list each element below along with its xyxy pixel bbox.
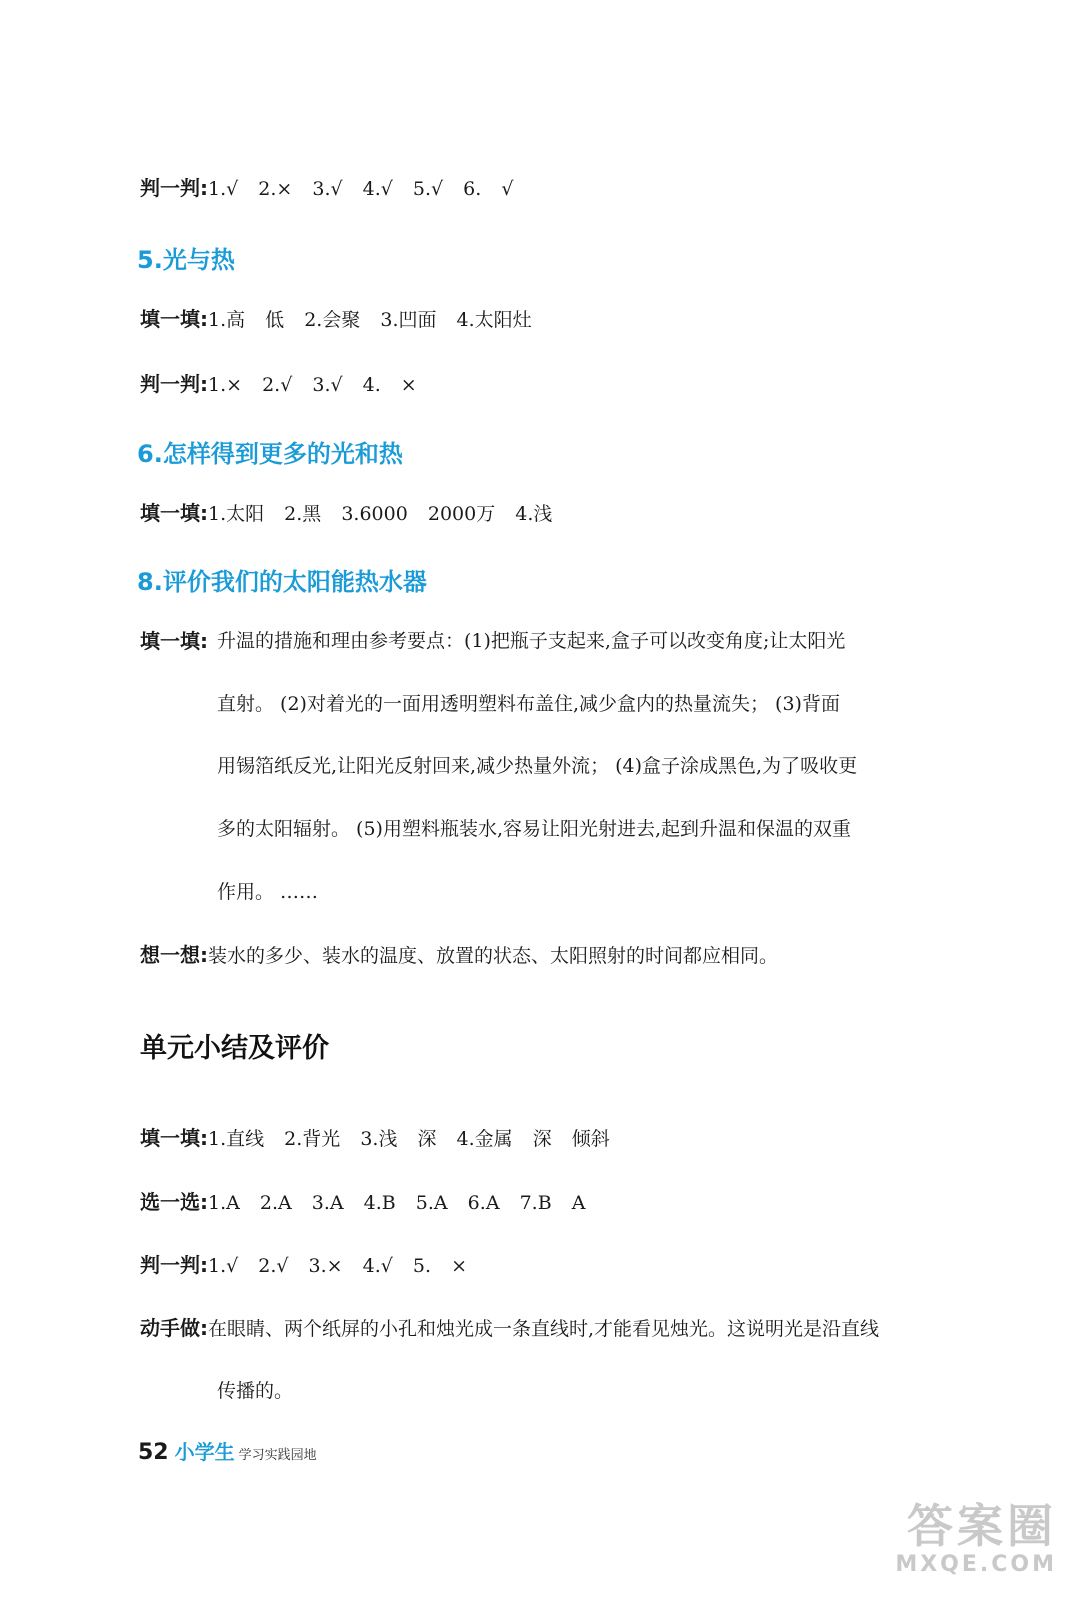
watermark-top: 答案圈	[907, 1499, 1057, 1553]
unit-do-line-2: 传播的。	[217, 1380, 294, 1402]
watermark	[857, 1500, 1057, 1590]
s8-fill-line-3: 用锡箔纸反光,让阳光反射回来,减少热量外流； (4)盒子涂成黑色,为了吸收更	[217, 755, 858, 777]
s6-fill-label: 填一填:	[140, 501, 208, 525]
unit-summary-title: 单元小结及评价	[140, 1033, 329, 1064]
unit-judge-answers: 1.√ 2.√ 3.× 4.√ 5. ×	[208, 1255, 467, 1277]
s4-judge-label: 判一判:	[140, 176, 208, 200]
unit-fill-answers: 1.直线 2.背光 3.浅 深 4.金属 深 倾斜	[208, 1128, 610, 1150]
s8-think-text: 装水的多少、装水的温度、放置的状态、太阳照射的时间都应相同。	[208, 945, 779, 967]
s5-fill-row	[140, 303, 532, 332]
unit-do-row	[140, 1312, 879, 1341]
section-title-8: 8.评价我们的太阳能热水器	[137, 568, 427, 596]
s8-fill-line-2: 直射。 (2)对着光的一面用透明塑料布盖住,减少盒内的热量流失； (3)背面	[217, 693, 840, 715]
s8-fill-line-5: 作用。 ……	[217, 881, 319, 903]
s8-fill-label-row	[140, 625, 208, 654]
unit-judge-row	[140, 1249, 467, 1278]
s4-judge-answers: 1.√ 2.× 3.√ 4.√ 5.√ 6. √	[208, 178, 514, 200]
unit-fill-row	[140, 1122, 610, 1151]
s8-think-label: 想一想:	[140, 943, 208, 967]
page-number: 52	[138, 1440, 169, 1465]
unit-choose-row	[140, 1186, 585, 1215]
s8-fill-line-4: 多的太阳辐射。 (5)用塑料瓶装水,容易让阳光射进去,起到升温和保温的双重	[217, 818, 852, 840]
unit-do-line-1: 在眼睛、两个纸屏的小孔和烛光成一条直线时,才能看见烛光。这说明光是沿直线	[208, 1318, 880, 1340]
brand-name: 小学生	[174, 1440, 235, 1464]
s5-judge-row	[140, 368, 417, 397]
unit-fill-label: 填一填:	[140, 1126, 208, 1150]
unit-choose-answers: 1.A 2.A 3.A 4.B 5.A 6.A 7.B A	[208, 1192, 586, 1214]
s6-fill-row	[140, 497, 552, 526]
brand-subtitle: 学习实践园地	[238, 1448, 317, 1463]
s5-fill-answers: 1.高 低 2.会聚 3.凹面 4.太阳灶	[208, 309, 532, 331]
watermark-bottom: MXQE.COM	[895, 1552, 1057, 1577]
s5-judge-label: 判一判:	[140, 372, 208, 396]
unit-choose-label: 选一选:	[140, 1190, 208, 1214]
section-title-5: 5.光与热	[137, 246, 235, 274]
section-title-6: 6.怎样得到更多的光和热	[137, 440, 403, 468]
s5-judge-answers: 1.× 2.√ 3.√ 4. ×	[208, 374, 417, 396]
s8-fill-line-1: 升温的措施和理由参考要点：(1)把瓶子支起来,盒子可以改变角度;让太阳光	[217, 630, 846, 652]
s8-think-row	[140, 939, 778, 968]
unit-judge-label: 判一判:	[140, 1253, 208, 1277]
s5-fill-label: 填一填:	[140, 307, 208, 331]
page-footer	[138, 1436, 317, 1465]
unit-do-label: 动手做:	[140, 1316, 208, 1340]
s8-fill-label: 填一填:	[140, 629, 208, 653]
s4-judge-row	[140, 172, 513, 201]
s6-fill-answers: 1.太阳 2.黑 3.6000 2000万 4.浅	[208, 503, 553, 525]
